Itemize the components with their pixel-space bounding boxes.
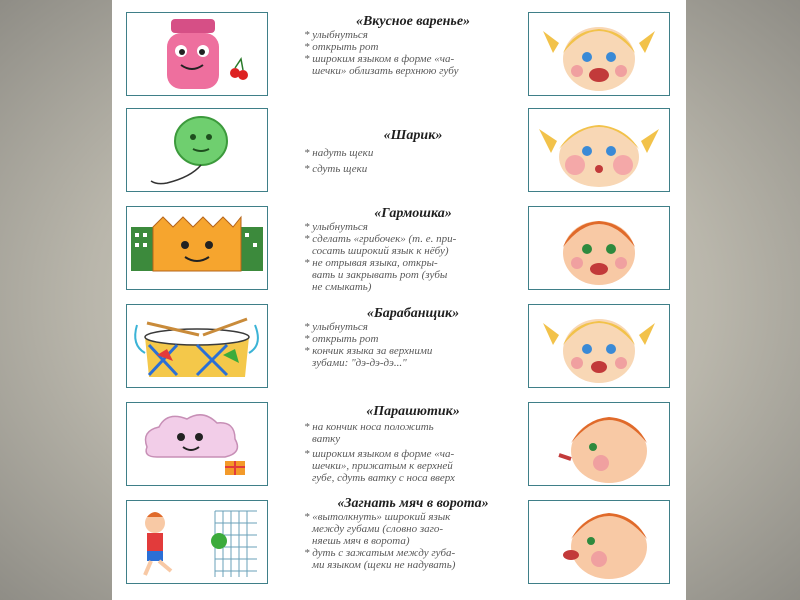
exercise-line: * не отрывая языка, откры-	[304, 257, 438, 269]
exercise-line: * сдуть щеки	[304, 163, 368, 175]
exercise-line: не смыкать)	[312, 281, 372, 293]
exercise-line: шечки» облизать верхнюю губу	[312, 65, 459, 77]
child-face-illustration	[528, 206, 670, 290]
exercise-line: * широким языком в форме «ча-	[304, 448, 455, 460]
exercise-line: * дуть с зажатым между губа-	[304, 547, 456, 559]
child-face-illustration	[528, 500, 670, 584]
exercise-line: зубами: "дэ-дэ-дэ..."	[312, 357, 407, 369]
exercise-line: * широким языком в форме «ча-	[304, 53, 455, 65]
soccer-goal-icon	[126, 500, 268, 584]
exercise-line: вать и закрывать рот (зубы	[312, 269, 448, 281]
child-face-illustration	[528, 108, 670, 192]
accordion-icon	[126, 206, 268, 290]
exercise-line: * улыбнуться	[304, 29, 368, 41]
cloud-icon	[126, 402, 268, 486]
exercise-line: сосать широкий язык к нёбу)	[312, 245, 449, 257]
exercise-title: «Парашютик»	[366, 404, 460, 419]
jam-jar-icon	[126, 12, 268, 96]
exercise-sheet	[112, 0, 686, 600]
exercise-line: * надуть щеки	[304, 147, 374, 159]
exercise-line: * улыбнуться	[304, 321, 368, 333]
exercise-line: * на кончик носа положить	[304, 421, 434, 433]
exercise-line: губе, сдуть ватку с носа вверх	[312, 472, 455, 484]
balloon-icon	[126, 108, 268, 192]
exercise-line: * открыть рот	[304, 41, 379, 53]
exercise-title: «Вкусное варенье»	[355, 14, 471, 29]
child-face-illustration	[528, 402, 670, 486]
exercise-title: «Гармошка»	[374, 206, 452, 221]
child-face-illustration	[528, 12, 670, 96]
exercise-title: «Барабанщик»	[366, 306, 460, 321]
exercise-line: * кончик языка за верхними	[304, 345, 433, 357]
child-face-illustration	[528, 304, 670, 388]
exercise-line: няешь мяч в ворота)	[312, 535, 410, 547]
exercise-line: ми языком (щеки не надувать)	[312, 559, 456, 571]
exercise-title: «Шарик»	[383, 128, 443, 143]
exercise-line: шечки», прижатым к верхней	[312, 460, 453, 472]
exercise-line: * улыбнуться	[304, 221, 368, 233]
exercise-line: * открыть рот	[304, 333, 379, 345]
exercise-line: * сделать «грибочек» (т. е. при-	[304, 233, 457, 245]
drum-icon	[126, 304, 268, 388]
exercise-line: между губами (словно заго-	[312, 523, 444, 535]
exercise-line: * «вытолкнуть» широкий язык	[304, 511, 451, 523]
exercise-title: «Загнать мяч в ворота»	[337, 496, 489, 511]
exercise-line: ватку	[312, 433, 341, 445]
